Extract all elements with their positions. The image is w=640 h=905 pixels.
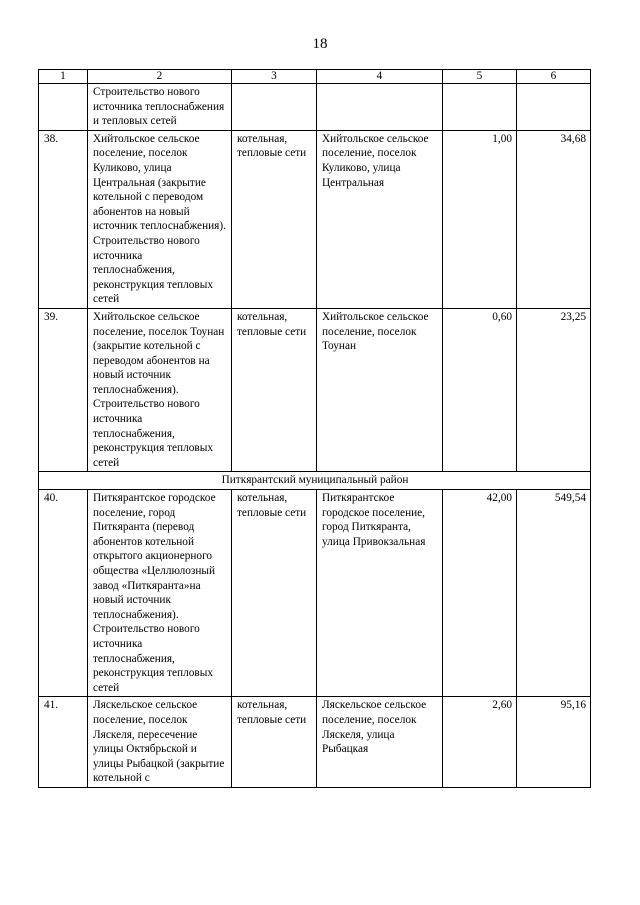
project-description: Хийтольское сельское поселение, поселок Куликово, улица Центральная (закрытие котельной с переводом абонентов на новый источник теплоснабжения). Строительство нового источника теплоснабжения, реконструкция тепловых сетей (88, 130, 232, 308)
row-number: 39. (39, 308, 88, 472)
row-number: 40. (39, 490, 88, 697)
cost: 95,16 (517, 697, 591, 788)
table-header-row (39, 70, 591, 84)
table-row-continuation (39, 84, 591, 131)
header-cell: 6 (517, 70, 591, 84)
section-title: Питкярантский муниципальный район (39, 472, 591, 490)
table-row (39, 697, 591, 788)
table-row (39, 130, 591, 308)
page-number: 18 (312, 36, 328, 52)
object-type (232, 84, 317, 131)
capacity: 2,60 (443, 697, 517, 788)
cost: 34,68 (517, 130, 591, 308)
capacity: 1,00 (443, 130, 517, 308)
location: Ляскельское сельское поселение, поселок Ляскеля, улица Рыбацкая (317, 697, 443, 788)
header-cell: 1 (39, 70, 88, 84)
object-type: котельная, тепловые сети (232, 308, 317, 472)
project-description: Питкярантское городское поселение, город Питкяранта (перевод абонентов котельной открытого акционерного общества «Целлюлозный завод «Питкяранта»на новый источник теплоснабжения). Строительство нового источника теплоснабжения, реконструкция тепловых сетей (88, 490, 232, 697)
object-type: котельная, тепловые сети (232, 697, 317, 788)
cost: 23,25 (517, 308, 591, 472)
cost (517, 84, 591, 131)
section-row (39, 472, 591, 490)
capacity: 42,00 (443, 490, 517, 697)
project-description: Ляскельское сельское поселение, поселок Ляскеля, пересечение улицы Октябрьской и улицы Рыбацкой (закрытие котельной с (88, 697, 232, 788)
row-number (39, 84, 88, 131)
capacity (443, 84, 517, 131)
capacity: 0,60 (443, 308, 517, 472)
location: Хийтольское сельское поселение, поселок Тоунан (317, 308, 443, 472)
projects-table (38, 69, 591, 788)
project-description: Строительство нового источника теплоснабжения и тепловых сетей (88, 84, 232, 131)
project-description: Хийтольское сельское поселение, поселок Тоунан (закрытие котельной с переводом абонентов на новый источник теплоснабжения). Строительство нового источника теплоснабжения, реконструкция тепловых сетей (88, 308, 232, 472)
row-number: 41. (39, 697, 88, 788)
object-type: котельная, тепловые сети (232, 490, 317, 697)
table-row (39, 308, 591, 472)
location (317, 84, 443, 131)
object-type: котельная, тепловые сети (232, 130, 317, 308)
header-cell: 3 (232, 70, 317, 84)
header-cell: 2 (88, 70, 232, 84)
header-cell: 4 (317, 70, 443, 84)
header-cell: 5 (443, 70, 517, 84)
cost: 549,54 (517, 490, 591, 697)
row-number: 38. (39, 130, 88, 308)
table-row (39, 490, 591, 697)
location: Хийтольское сельское поселение, поселок Куликово, улица Центральная (317, 130, 443, 308)
location: Питкярантское городское поселение, город Питкяранта, улица Привокзальная (317, 490, 443, 697)
